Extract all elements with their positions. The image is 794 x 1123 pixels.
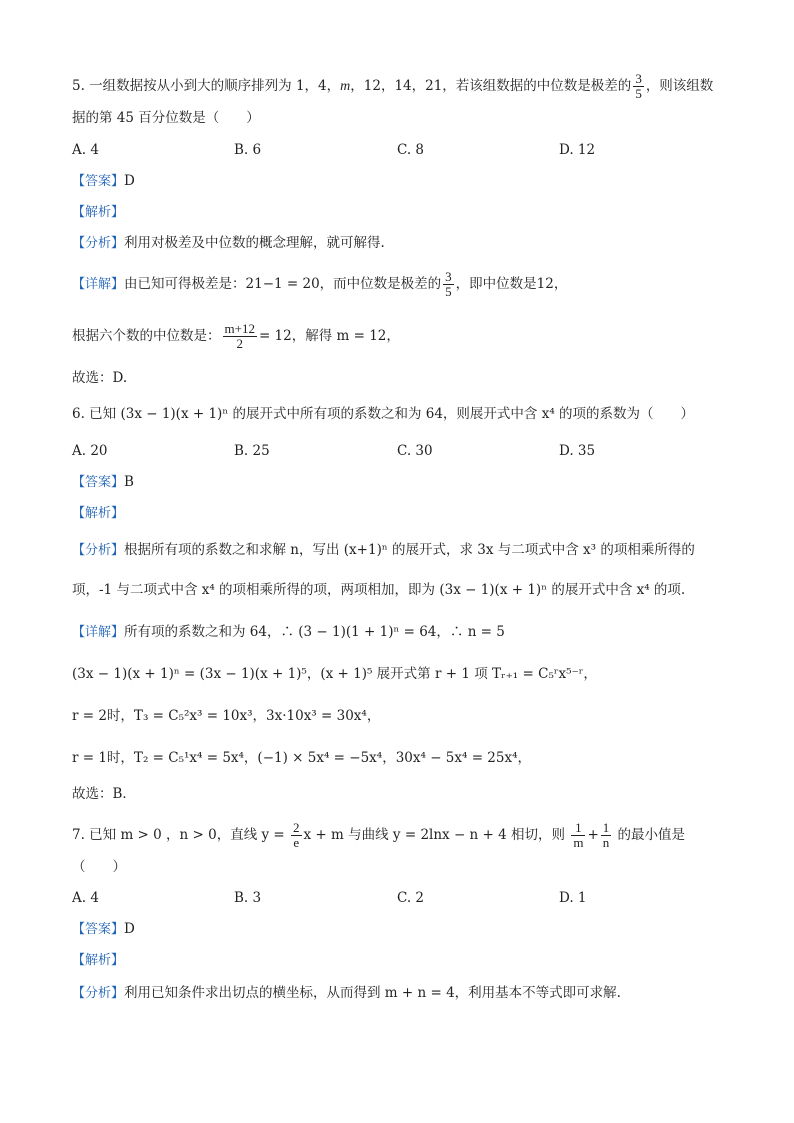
option-d: D. 1 bbox=[559, 890, 587, 906]
q5-stem-line2: 据的第 45 百分位数是（ ） bbox=[72, 110, 260, 126]
fraction: $\frac{1}{m}$ bbox=[573, 820, 584, 850]
fraction: $\frac{2}{e}$ bbox=[293, 820, 300, 850]
q6-options bbox=[72, 441, 732, 461]
q5-analysis-heading: 【解析】 bbox=[72, 205, 125, 220]
option-c: C. 8 bbox=[397, 142, 425, 158]
option-c: C. 30 bbox=[397, 443, 433, 459]
q7-options bbox=[72, 888, 732, 908]
q6-xiangjie-line1: 【详解】所有项的系数之和为 64，∴ (3 − 1)(1 + 1)ⁿ = 64，∴ n = 5 bbox=[72, 624, 505, 640]
option-d: D. 35 bbox=[559, 443, 596, 459]
q5-conclusion: 故选：D. bbox=[72, 370, 128, 386]
q7-answer: 【答案】D bbox=[72, 921, 135, 937]
option-a: A. 4 bbox=[72, 142, 99, 158]
option-a: A. 4 bbox=[72, 890, 99, 906]
q6-answer: 【答案】B bbox=[72, 474, 134, 490]
q5-options bbox=[72, 140, 732, 160]
option-b: B. 3 bbox=[234, 890, 262, 906]
q6-analysis-heading: 【解析】 bbox=[72, 506, 125, 521]
q6-stem: 6. 已知 (3x − 1)(x + 1)ⁿ 的展开式中所有项的系数之和为 64，则展开式中含 x⁴ 的项的系数为（ ） bbox=[72, 406, 695, 422]
q5-answer: 【答案】D bbox=[72, 173, 135, 189]
q6-xiangjie-line3: r = 2时，T₃ = C₅²x³ = 10x³，3x·10x³ = 30x⁴， bbox=[72, 708, 381, 724]
q7-stem-line1: 7. 已知 m > 0 ，n > 0，直线 y = $\frac{2}{e}$ x + m 与曲线 y = 2lnx − n + 4 相切，则 $\frac{1}{m}$ + $\frac{1}{n}$ 的最小值是 bbox=[72, 820, 686, 850]
var-m: m bbox=[340, 79, 351, 94]
answer-tag: 【答案】 bbox=[72, 174, 125, 189]
q6-xiangjie-line4: r = 1时，T₂ = C₅¹x⁴ = 5x⁴，(−1) × 5x⁴ = −5x⁴，30x⁴ − 5x⁴ = 25x⁴， bbox=[72, 750, 532, 766]
q6-conclusion: 故选：B． bbox=[72, 786, 136, 802]
fraction: $\frac{1}{n}$ bbox=[602, 820, 610, 850]
q5-stem-line1: 5. 一组数据按从小到大的顺序排列为 1，4，m，12，14，21，若该组数据的中位数是极差的 $\frac{3}{5}$ ，则该组数 bbox=[72, 71, 714, 101]
q6-fenxi-line1: 【分析】根据所有项的系数之和求解 n，写出 (x+1)ⁿ 的展开式，求 3x 与二项式中含 x³ 的项相乘所得的 bbox=[72, 542, 695, 558]
fraction: $\frac{3}{5}$ bbox=[445, 269, 452, 299]
option-a: A. 20 bbox=[72, 443, 108, 459]
fraction: $\frac{3}{5}$ bbox=[635, 71, 642, 101]
q6-fenxi-line2: 项，-1 与二项式中含 x⁴ 的项相乘所得的项，两项相加，即为 (3x − 1)(x + 1)ⁿ 的展开式中含 x⁴ 的项. bbox=[72, 582, 686, 598]
q5-median-line: 根据六个数的中位数是： $\frac{m+12}{2}$ = 12，解得 m = 12， bbox=[72, 321, 400, 351]
q7-stem-line2: （ ） bbox=[72, 859, 126, 875]
option-c: C. 2 bbox=[397, 890, 425, 906]
fraction: $\frac{m+12}{2}$ bbox=[224, 321, 255, 351]
option-b: B. 25 bbox=[234, 443, 270, 459]
q5-xiangjie: 【详解】由已知可得极差是：21−1 = 20，而中位数是极差的 $\frac{3}{5}$ ，即中位数是12， bbox=[72, 269, 568, 299]
q6-xiangjie-line2: (3x − 1)(x + 1)ⁿ = (3x − 1)(x + 1)⁵，(x + 1)⁵ 展开式第 r + 1 项 Tᵣ₊₁ = C₅ʳx⁵⁻ʳ， bbox=[72, 666, 597, 682]
option-d: D. 12 bbox=[559, 142, 596, 158]
q5-fenxi: 【分析】利用对极差及中位数的概念理解，就可解得. bbox=[72, 235, 385, 251]
q7-analysis-heading: 【解析】 bbox=[72, 953, 125, 968]
q7-fenxi: 【分析】利用已知条件求出切点的横坐标，从而得到 m + n = 4，利用基本不等式即可求解. bbox=[72, 985, 621, 1001]
option-b: B. 6 bbox=[234, 142, 262, 158]
